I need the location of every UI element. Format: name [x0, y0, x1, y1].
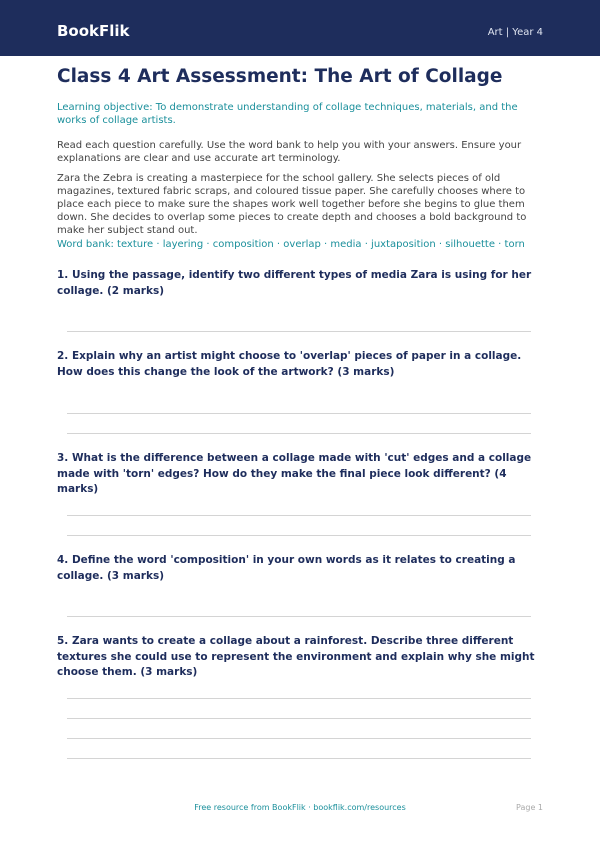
learning-objective: Learning objective: To demonstrate understanding of collage techniques, materials, and the works of collage artists. — [57, 102, 518, 126]
question-2: 2. Explain why an artist might choose to 'overlap' pieces of paper in a collage. How does this change the look of the artwork? (3 marks) — [57, 350, 522, 378]
page-title: Class 4 Art Assessment: The Art of Collage — [57, 66, 503, 87]
question-1: 1. Using the passage, identify two different types of media Zara is using for her collage. (2 marks) — [57, 269, 532, 297]
answer-line[interactable] — [67, 718, 531, 719]
answer-line[interactable] — [67, 758, 531, 759]
answer-line[interactable] — [67, 616, 531, 617]
answer-line[interactable] — [67, 331, 531, 332]
header-bar — [0, 0, 600, 56]
question-3: 3. What is the difference between a collage made with 'cut' edges and a collage made with 'torn' edges? How do they make the final piece look different? (4 marks) — [57, 452, 532, 495]
answer-line[interactable] — [67, 698, 531, 699]
instructions: Read each question carefully. Use the word bank to help you with your answers. Ensure your explanations are clear and use accurate art terminology. — [57, 140, 522, 164]
word-bank: Word bank: texture · layering · composition · overlap · media · juxtaposition · silhouette · torn — [57, 239, 525, 250]
answer-line[interactable] — [67, 433, 531, 434]
footer-text: Free resource from BookFlik · bookflik.com/resources — [194, 803, 406, 812]
answer-line[interactable] — [67, 413, 531, 414]
page-number: Page 1 — [516, 803, 543, 812]
question-5: 5. Zara wants to create a collage about a rainforest. Describe three different textures she could use to represent the environment and explain why she might choose them. (3 marks) — [57, 635, 535, 678]
subject-label: Art | Year 4 — [487, 27, 543, 38]
answer-line[interactable] — [67, 515, 531, 516]
answer-line[interactable] — [67, 738, 531, 739]
question-4: 4. Define the word 'composition' in your own words as it relates to creating a collage. (3 marks) — [57, 554, 516, 582]
answer-line[interactable] — [67, 535, 531, 536]
brand-logo: BookFlik — [57, 22, 130, 40]
passage: Zara the Zebra is creating a masterpiece for the school gallery. She selects pieces of old magazines, textured fabric scraps, and coloured tissue paper. She carefully chooses where to place each piece to make sure the shapes work well together before she begins to glue them down. She decides to overlap some pieces to create depth and chooses a bold background to make her subject stand out. — [57, 173, 527, 236]
